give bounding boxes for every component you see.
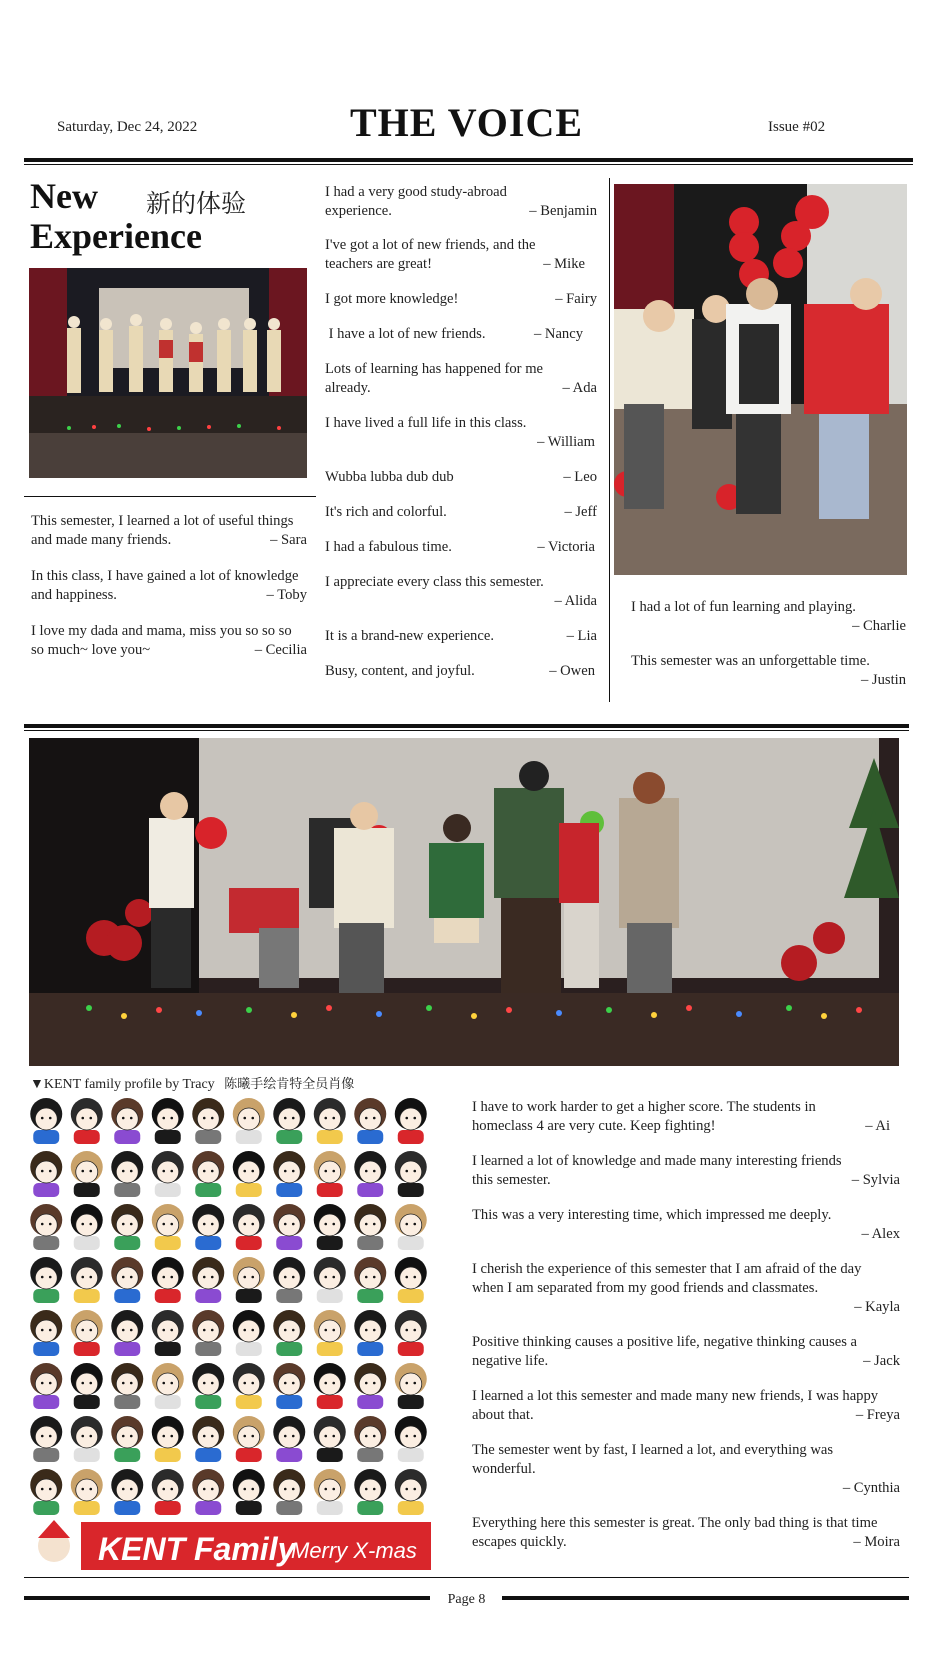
quote-item — [472, 1098, 900, 1152]
caption-chinese: 陈曦手绘肯特全员肖像 — [224, 1077, 355, 1092]
quote-item — [325, 325, 597, 360]
quote-author: – Alida — [554, 593, 597, 609]
quote-text: This semester, I learned a lot of useful things and made many friends. — [31, 513, 294, 548]
quote-text: Everything here this semester is great. The only bad thing is that time escapes quickly. — [472, 1515, 878, 1550]
quote-author: – Sylvia — [851, 1172, 900, 1188]
bottom-quotes — [472, 1098, 900, 1568]
quote-item — [631, 598, 906, 636]
balloon-game-stage-photo — [29, 738, 899, 1066]
quote-item — [325, 183, 597, 236]
quote-text: I got more knowledge! — [325, 291, 459, 307]
quote-text: Lots of learning has happened for me already. — [325, 361, 544, 396]
quote-author: – Moira — [853, 1534, 900, 1550]
quote-item — [472, 1441, 900, 1514]
quote-author: – Cynthia — [842, 1480, 900, 1496]
quote-item — [472, 1387, 900, 1441]
quote-author: – Alex — [861, 1226, 900, 1242]
quote-text: I cherish the experience of this semester that I am afraid of the day when I am separated from my good friends and classmates. — [472, 1261, 862, 1296]
kent-family-portrait-grid — [26, 1096, 431, 1570]
quote-text: Positive thinking causes a positive life, negative thinking causes a negative life. — [472, 1334, 858, 1369]
left-quotes — [31, 512, 307, 660]
caption-text: ▼KENT family profile by Tracy — [30, 1077, 215, 1092]
quote-author: – Owen — [549, 663, 595, 679]
quote-text: I learned a lot of knowledge and made many interesting friends this semester. — [472, 1153, 842, 1188]
quote-item — [325, 414, 597, 468]
portrait-caption — [30, 1073, 354, 1093]
left-column-divider — [24, 496, 316, 497]
quote-item — [325, 662, 597, 697]
column-divider-vertical — [609, 178, 610, 702]
quote-author: – Cecilia — [254, 642, 307, 658]
quote-text: This was a very interesting time, which impressed me deeply. — [472, 1207, 832, 1223]
newspaper-title: THE VOICE — [349, 100, 584, 145]
section-rule-bottom — [24, 730, 909, 731]
quote-author: – Benjamin — [529, 203, 597, 219]
quote-item — [472, 1206, 900, 1260]
page-number-text: Page 8 — [438, 1592, 496, 1607]
quote-text: In this class, I have gained a lot of knowledge and happiness. — [31, 568, 299, 603]
quote-author: – Toby — [266, 587, 307, 603]
quote-author: – Justin — [860, 672, 906, 688]
quote-item — [325, 360, 597, 414]
quote-text: I have lived a full life in this class. — [325, 415, 527, 431]
quote-text: This semester was an unforgettable time. — [631, 653, 870, 669]
quote-author: – Fairy — [555, 291, 597, 307]
footer-rule-thin — [24, 1577, 909, 1578]
quote-item — [325, 503, 597, 538]
quote-author: – Mike — [543, 256, 585, 272]
headline-chinese: 新的体验 — [146, 189, 247, 218]
quote-item — [31, 567, 307, 605]
quote-item — [472, 1333, 900, 1387]
quote-text: I have to work harder to get a higher score. The students in homeclass 4 are very cute. Keep fighting! — [472, 1099, 816, 1134]
quote-item — [325, 627, 597, 662]
issue-date: Saturday, Dec 24, 2022 — [57, 119, 198, 135]
quote-author: – Ada — [562, 380, 597, 396]
quote-item — [325, 290, 597, 325]
quote-item — [472, 1152, 900, 1206]
stage-group-photo — [29, 268, 307, 478]
quote-text: Wubba lubba dub dub — [325, 469, 454, 485]
page-number — [0, 1592, 933, 1608]
quote-author: – Kayla — [854, 1299, 900, 1315]
masthead-rule-top — [24, 158, 913, 162]
headline-line1: New — [30, 176, 98, 216]
banner-text: KENT Family — [98, 1531, 296, 1567]
quote-item — [472, 1260, 900, 1333]
quote-text: The semester went by fast, I learned a lot, and everything was wonderful. — [472, 1442, 834, 1477]
quote-item — [325, 538, 597, 573]
quote-item — [631, 652, 906, 690]
quote-text: I love my dada and mama, miss you so so so so much~ love you~ — [31, 623, 292, 658]
headline-line2: Experience — [30, 216, 202, 256]
quote-author: – Jack — [863, 1353, 900, 1369]
quote-text: It's rich and colorful. — [325, 504, 447, 520]
quote-item — [31, 622, 307, 660]
quote-text: I've got a lot of new friends, and the teachers are great! — [325, 237, 536, 272]
quote-text: It is a brand-new experience. — [325, 628, 494, 644]
quote-author: – Nancy — [533, 326, 583, 342]
section-rule-top — [24, 724, 909, 728]
right-quotes — [631, 598, 906, 690]
masthead-rule-bottom — [24, 164, 913, 165]
quote-author: – Ai — [865, 1118, 890, 1134]
quote-author: – William — [537, 434, 595, 450]
quote-text: I have a lot of new friends. — [325, 326, 486, 342]
quote-author: – Freya — [855, 1407, 900, 1423]
quote-item — [325, 236, 597, 290]
balloon-friends-photo — [614, 184, 907, 575]
issue-number: Issue #02 — [768, 119, 826, 135]
banner-greeting: Merry X-mas — [291, 1538, 417, 1563]
quote-text: I learned a lot this semester and made many new friends, I was happy about that. — [472, 1388, 879, 1423]
quote-text: I had a fabulous time. — [325, 539, 452, 555]
quote-author: – Victoria — [537, 539, 595, 555]
quote-text: I appreciate every class this semester. — [325, 574, 544, 590]
quote-author: – Lia — [566, 628, 597, 644]
quote-author: – Sara — [270, 532, 307, 548]
quote-item — [31, 512, 307, 550]
quote-item — [472, 1514, 900, 1568]
quote-item — [325, 573, 597, 627]
quote-text: Busy, content, and joyful. — [325, 663, 475, 679]
quote-author: – Charlie — [852, 618, 906, 634]
quote-author: – Jeff — [564, 504, 597, 520]
quote-author: – Leo — [563, 469, 597, 485]
quote-text: I had a lot of fun learning and playing. — [631, 599, 856, 615]
quote-text: I had a very good study-abroad experience. — [325, 184, 507, 219]
middle-quotes — [325, 183, 597, 697]
quote-item — [325, 468, 597, 503]
